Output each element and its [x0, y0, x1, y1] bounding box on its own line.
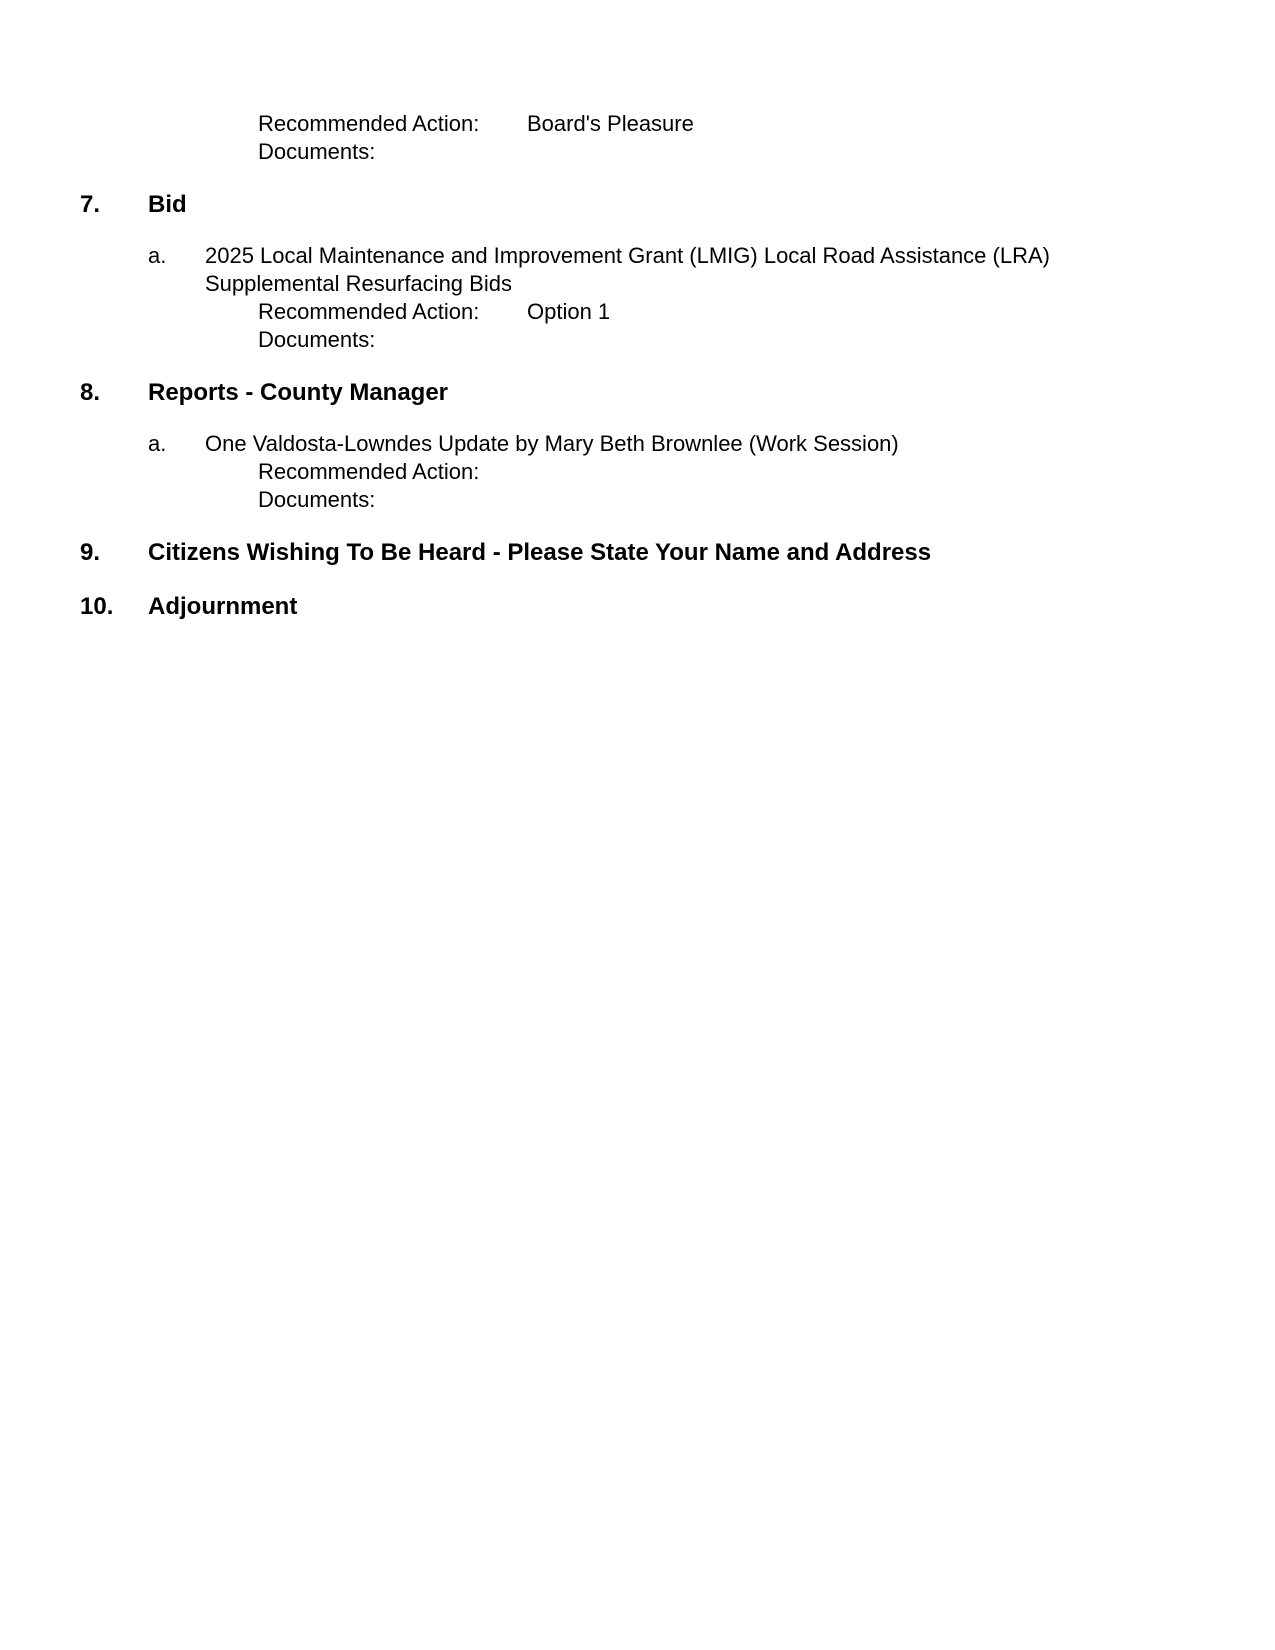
- carryover-item-fields: [0, 110, 1275, 166]
- documents-row: [0, 326, 1275, 354]
- item-head: [0, 430, 1275, 458]
- item-letter: a.: [148, 431, 167, 456]
- recommended-action-value: Board's Pleasure: [527, 111, 694, 136]
- section-number: 7.: [80, 191, 101, 218]
- documents-label: Documents:: [258, 139, 376, 164]
- documents-row: [0, 138, 1275, 166]
- agenda-item-7a: [0, 242, 1275, 354]
- item-letter: a.: [148, 243, 167, 268]
- item-text: 2025 Local Maintenance and Improvement Grant (LMIG) Local Road Assistance (LRA) Supplemental Resurfacing Bids: [205, 243, 1050, 296]
- recommended-action-label: Recommended Action:: [258, 459, 480, 484]
- section-title: Adjournment: [148, 593, 298, 620]
- documents-row: [0, 486, 1275, 514]
- recommended-action-row: [0, 298, 1275, 326]
- recommended-action-label: Recommended Action:: [258, 299, 480, 324]
- section-title: Reports - County Manager: [148, 379, 449, 406]
- agenda-item-8a: [0, 430, 1275, 514]
- section-heading: [0, 378, 1275, 408]
- recommended-action-row: [0, 458, 1275, 486]
- section-heading: [0, 190, 1275, 220]
- agenda-section-citizens-wishing-to-be-heard: [0, 538, 1275, 568]
- section-title: Bid: [148, 191, 187, 218]
- documents-label: Documents:: [258, 327, 376, 352]
- section-number: 9.: [80, 539, 101, 566]
- item-text: One Valdosta-Lowndes Update by Mary Beth Brownlee (Work Session): [205, 431, 899, 456]
- recommended-action-value: Option 1: [527, 299, 611, 324]
- item-head: [0, 242, 1275, 298]
- section-heading: [0, 538, 1275, 568]
- agenda-section-reports-county-manager: [0, 378, 1275, 514]
- recommended-action-label: Recommended Action:: [258, 111, 480, 136]
- section-number: 8.: [80, 379, 101, 406]
- section-title: Citizens Wishing To Be Heard - Please State Your Name and Address: [148, 539, 932, 566]
- section-heading: [0, 592, 1275, 622]
- agenda-section-adjournment: [0, 592, 1275, 622]
- recommended-action-row: [0, 110, 1275, 138]
- section-number: 10.: [80, 593, 114, 620]
- agenda-section-bid: [0, 190, 1275, 354]
- documents-label: Documents:: [258, 487, 376, 512]
